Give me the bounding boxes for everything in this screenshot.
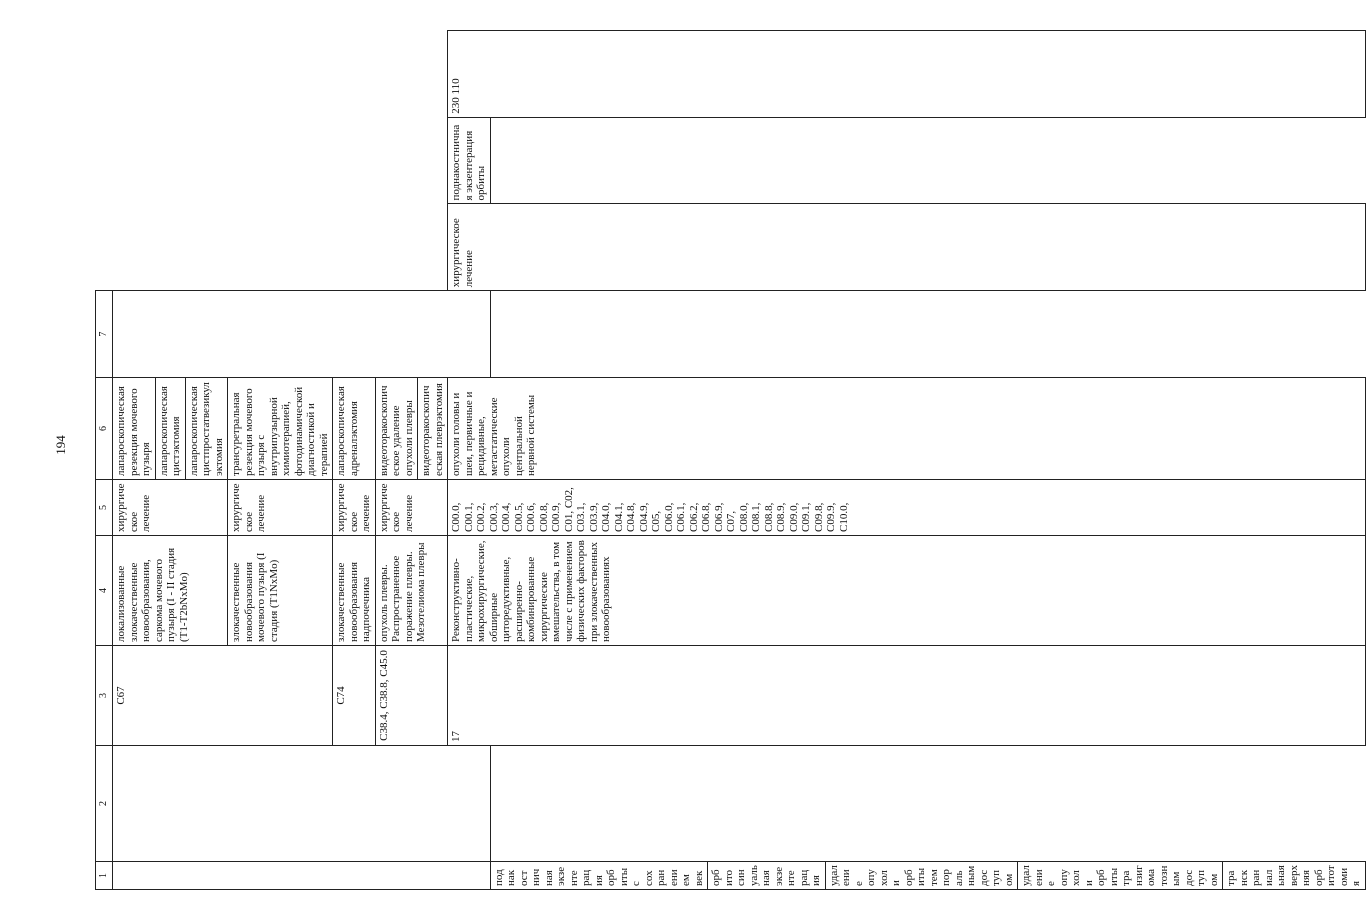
method-cell: лапароскопическая резекция мочевого пузыря: [113, 378, 156, 480]
codes-cell: C00.0, C00.1, C00.2, C00.3, C00.4, C00.5, C00.6, C00.8, C00.9, C01, C02, C03.1, C03.9, C04.0, C04.1, C04.8, C04.9, C05, C06.0, C06.1, C06.2, C06.8, C06.9, C07, C08.0, C08.1, C08.8, C08.9, C09.0, C09.1, C09.8, C09.9, C10.0,: [448, 480, 1366, 536]
diagnosis-cell: злокачественные новообразования мочевого пузыря (I стадия (T1NxMo): [228, 536, 333, 646]
method-cell: лапароскопическая адреналэктомия: [333, 378, 376, 480]
method-cell: удаление опухоли орбиты темпоральным доступом: [825, 862, 1018, 890]
diagnosis-cell: злокачественные новообразования надпочечника: [333, 536, 376, 646]
price-cell: 230 110: [448, 31, 1366, 118]
method-cell: транскраниальная верхняя орбитотомия: [1223, 862, 1366, 890]
method-cell: поднакостничная экзентерация орбиты: [448, 117, 491, 204]
rotated-table-wrapper: [95, 30, 1362, 890]
header-cell: 1: [96, 862, 113, 890]
code-cell: C74: [333, 646, 376, 746]
method-cell: поднакостничная экзентерация орбиты с сохранением век: [490, 862, 708, 890]
header-cell: 4: [96, 536, 113, 646]
method-cell: орбитосинуальная экзентерация: [708, 862, 826, 890]
header-row: [96, 31, 113, 890]
treatment-cell: хирургическое лечение: [375, 480, 448, 536]
diagnosis-cell: локализованные злокачественные новообразования, саркома мочевого пузыря (I - II стадия (T1-T2bNxMo): [113, 536, 228, 646]
header-cell: 6: [96, 378, 113, 480]
treatment-cell: хирургическое лечение: [333, 480, 376, 536]
code-cell: C67: [113, 646, 333, 746]
table-row: [113, 31, 156, 890]
header-cell: 2: [96, 746, 113, 862]
header-cell: 5: [96, 480, 113, 536]
diagnosis-cell: опухоль плевры. Распространенное поражение плевры. Мезотелиома плевры: [375, 536, 448, 646]
treatment-cell: хирургическое лечение: [113, 480, 228, 536]
diagnosis-cell: опухоли головы и шеи, первичные и рецидивные, метастатические опухоли центральной нервной системы: [448, 378, 1366, 480]
code-cell: C38.4, C38.8, C45.0: [375, 646, 448, 746]
method-cell: трансуретральная резекция мочевого пузыря с внутрипузырной химиотерапией, фотодинамической диагностикой и терапией: [228, 378, 333, 480]
method-cell: лапароскопическая цистэктомия: [155, 378, 185, 480]
method-cell: лапароскопическая цистпростатвезикулэктомия: [185, 378, 228, 480]
header-cell: 3: [96, 646, 113, 746]
page-number: 194: [52, 435, 68, 455]
row-number-cell: 17: [448, 646, 1366, 746]
header-cell: 7: [96, 291, 113, 378]
treatment-cell: хирургическое лечение: [448, 204, 1366, 291]
empty-cell: [113, 862, 491, 890]
method-cell: видеоторакоскопическая плеврэктомия: [418, 378, 448, 480]
method-cell: удаление опухоли орбиты транзигоматозным доступом: [1018, 862, 1223, 890]
method-cell: видеоторакоскопическое удаление опухоли плевры: [375, 378, 418, 480]
treatment-cell: хирургическое лечение: [228, 480, 333, 536]
empty-cell: [113, 291, 491, 378]
medical-care-table: [95, 30, 1366, 890]
name-cell: Реконструктивно-пластические, микрохирургические, обширные циторедуктивные, расширенно-комбинированные хирургические вмешательства, в том числе с применением физических факторов при злокачественных новообразованиях: [448, 536, 1366, 646]
empty-cell: [113, 746, 491, 862]
